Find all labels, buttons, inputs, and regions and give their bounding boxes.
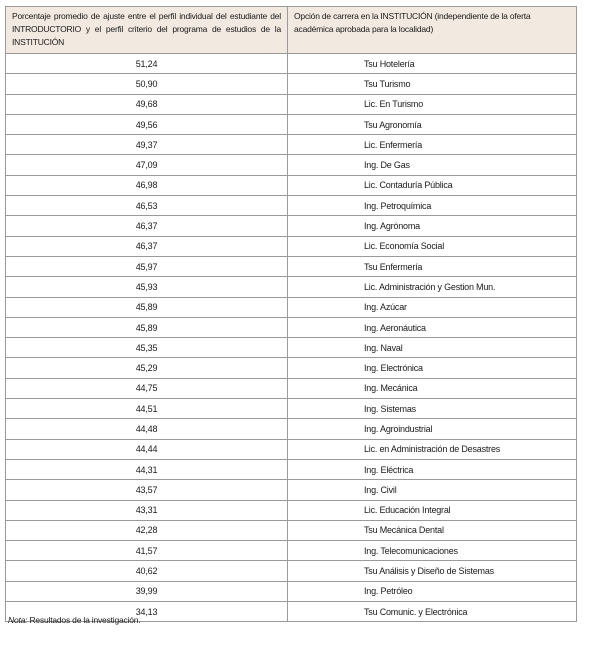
- career-option-cell: Ing. Civil: [288, 480, 577, 500]
- table-row: [6, 135, 577, 155]
- percentage-cell: 46,37: [6, 236, 288, 256]
- career-option-cell: Ing. Azúcar: [288, 297, 577, 317]
- percentage-cell: 44,44: [6, 439, 288, 459]
- career-option-cell: Lic. En Turismo: [288, 94, 577, 114]
- table-row: [6, 581, 577, 601]
- career-option-cell: Lic. Contaduría Pública: [288, 175, 577, 195]
- table-row: [6, 277, 577, 297]
- career-option-cell: Lic. Enfermería: [288, 135, 577, 155]
- table-row: [6, 54, 577, 74]
- table-row: [6, 175, 577, 195]
- career-option-cell: Tsu Análisis y Diseño de Sistemas: [288, 561, 577, 581]
- percentage-cell: 46,53: [6, 196, 288, 216]
- table-row: [6, 358, 577, 378]
- table-row: [6, 459, 577, 479]
- career-option-cell: Lic. Administración y Gestion Mun.: [288, 277, 577, 297]
- table-row: [6, 297, 577, 317]
- table-row: [6, 378, 577, 398]
- table-row: [6, 74, 577, 94]
- table-row: [6, 338, 577, 358]
- career-option-cell: Ing. Petróleo: [288, 581, 577, 601]
- career-option-cell: Ing. Mecánica: [288, 378, 577, 398]
- percentage-cell: 46,98: [6, 175, 288, 195]
- percentage-cell: 40,62: [6, 561, 288, 581]
- career-option-cell: Tsu Hotelería: [288, 54, 577, 74]
- percentage-cell: 49,56: [6, 114, 288, 134]
- percentage-cell: 49,37: [6, 135, 288, 155]
- career-option-cell: Tsu Turismo: [288, 74, 577, 94]
- percentage-cell: 39,99: [6, 581, 288, 601]
- table-row: [6, 480, 577, 500]
- percentage-cell: 45,89: [6, 297, 288, 317]
- career-option-cell: Ing. De Gas: [288, 155, 577, 175]
- note-label: Nota:: [8, 615, 28, 625]
- percentage-cell: 42,28: [6, 520, 288, 540]
- career-option-cell: Lic. Educación Integral: [288, 500, 577, 520]
- career-option-cell: Ing. Electrónica: [288, 358, 577, 378]
- header-career-option: Opción de carrera en la INSTITUCIÓN (independiente de la oferta académica aprobada para la localidad): [288, 7, 577, 54]
- table-header: [6, 7, 577, 54]
- percentage-cell: 34,13: [6, 602, 288, 622]
- table-row: [6, 541, 577, 561]
- table-row: [6, 114, 577, 134]
- career-option-cell: Ing. Agrónoma: [288, 216, 577, 236]
- percentage-cell: 46,37: [6, 216, 288, 236]
- career-option-cell: Tsu Enfermería: [288, 256, 577, 276]
- table-row: [6, 256, 577, 276]
- career-option-cell: Tsu Comunic. y Electrónica: [288, 602, 577, 622]
- percentage-cell: 45,35: [6, 338, 288, 358]
- results-table: [5, 6, 577, 622]
- header-row: [6, 7, 577, 54]
- percentage-cell: 51,24: [6, 54, 288, 74]
- career-option-cell: Ing. Naval: [288, 338, 577, 358]
- percentage-cell: 47,09: [6, 155, 288, 175]
- career-option-cell: Ing. Telecomunicaciones: [288, 541, 577, 561]
- percentage-cell: 44,75: [6, 378, 288, 398]
- table-body: [6, 54, 577, 622]
- percentage-cell: 50,90: [6, 74, 288, 94]
- table-row: [6, 399, 577, 419]
- career-option-cell: Ing. Eléctrica: [288, 459, 577, 479]
- percentage-cell: 44,48: [6, 419, 288, 439]
- table-note: [8, 615, 140, 625]
- career-option-cell: Ing. Aeronáutica: [288, 317, 577, 337]
- results-table-container: [5, 6, 576, 622]
- table-row: [6, 439, 577, 459]
- percentage-cell: 44,31: [6, 459, 288, 479]
- percentage-cell: 45,29: [6, 358, 288, 378]
- career-option-cell: Tsu Mecánica Dental: [288, 520, 577, 540]
- percentage-cell: 49,68: [6, 94, 288, 114]
- career-option-cell: Ing. Agroindustrial: [288, 419, 577, 439]
- career-option-cell: Tsu Agronomía: [288, 114, 577, 134]
- table-row: [6, 216, 577, 236]
- table-row: [6, 419, 577, 439]
- percentage-cell: 45,89: [6, 317, 288, 337]
- percentage-cell: 41,57: [6, 541, 288, 561]
- table-row: [6, 155, 577, 175]
- note-text: Resultados de la investigación.: [27, 615, 141, 625]
- table-row: [6, 236, 577, 256]
- percentage-cell: 43,57: [6, 480, 288, 500]
- percentage-cell: 44,51: [6, 399, 288, 419]
- header-percentage: Porcentaje promedio de ajuste entre el perfil individual del estudiante del INTRODUCTORIO y el perfil criterio del programa de estudios de la INSTITUCIÓN: [6, 7, 288, 54]
- percentage-cell: 43,31: [6, 500, 288, 520]
- percentage-cell: 45,97: [6, 256, 288, 276]
- career-option-cell: Lic. en Administración de Desastres: [288, 439, 577, 459]
- table-row: [6, 500, 577, 520]
- career-option-cell: Ing. Petroquímica: [288, 196, 577, 216]
- percentage-cell: 45,93: [6, 277, 288, 297]
- table-row: [6, 196, 577, 216]
- career-option-cell: Lic. Economía Social: [288, 236, 577, 256]
- table-row: [6, 317, 577, 337]
- table-row: [6, 520, 577, 540]
- table-row: [6, 561, 577, 581]
- table-row: [6, 94, 577, 114]
- career-option-cell: Ing. Sistemas: [288, 399, 577, 419]
